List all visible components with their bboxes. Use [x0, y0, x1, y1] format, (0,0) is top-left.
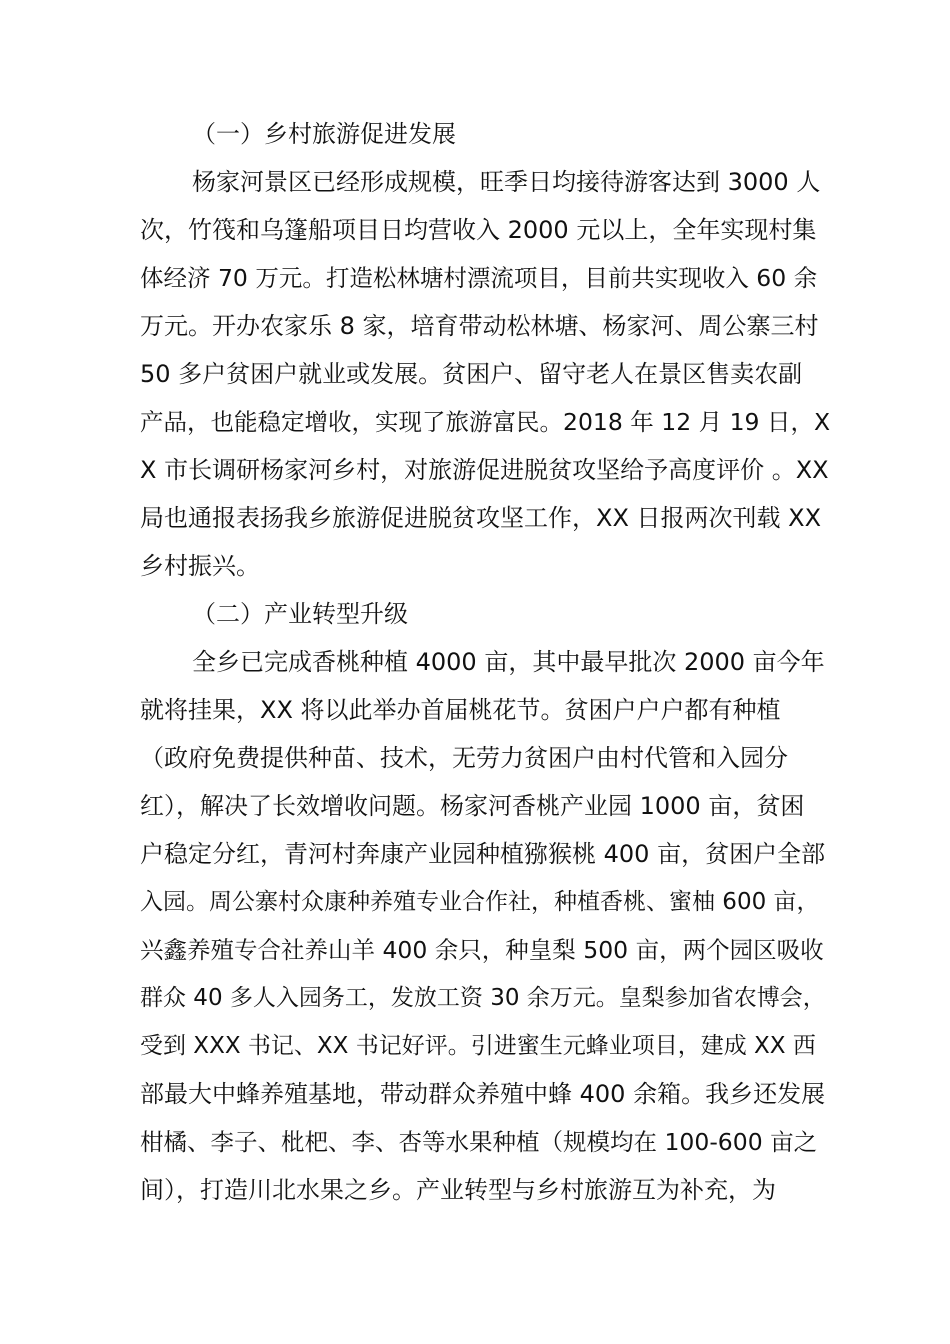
- paragraph-line: 受到 XXX 书记、XX 书记好评。引进蜜生元蜂业项目，建成 XX 西: [140, 1033, 816, 1059]
- paragraph-line: 次，竹筏和乌篷船项目日均营收入 2000 元以上，全年实现村集: [140, 216, 817, 244]
- paragraph-line: 万元。开办农家乐 8 家，培育带动松林塘、杨家河、周公寨三村: [140, 312, 819, 340]
- paragraph-line: （政府免费提供种苗、技术，无劳力贫困户由村代管和入园分: [140, 744, 788, 772]
- paragraph-line: X 市长调研杨家河乡村，对旅游促进脱贫攻坚给予高度评价 。XX: [140, 456, 829, 484]
- section-heading: （一）乡村旅游促进发展: [192, 120, 456, 148]
- paragraph-line: 就将挂果，XX 将以此举办首届桃花节。贫困户户户都有种植: [140, 696, 781, 724]
- paragraph-line: 入园。周公寨村众康种养殖专业合作社，种植香桃、蜜柚 600 亩，: [140, 889, 820, 915]
- paragraph-line: 杨家河景区已经形成规模，旺季日均接待游客达到 3000 人: [192, 168, 821, 196]
- paragraph-line: 兴鑫养殖专合社养山羊 400 余只，种皇梨 500 亩，两个园区吸收: [140, 936, 824, 964]
- paragraph-line: 红），解决了长效增收问题。杨家河香桃产业园 1000 亩，贫困: [140, 792, 805, 820]
- paragraph-line: 间），打造川北水果之乡。产业转型与乡村旅游互为补充，为: [140, 1176, 776, 1204]
- paragraph-line: 50 多户贫困户就业或发展。贫困户、留守老人在景区售卖农副: [140, 360, 803, 388]
- paragraph-line: 体经济 70 万元。打造松林塘村漂流项目，目前共实现收入 60 余: [140, 264, 818, 292]
- paragraph-line: 群众 40 多人入园务工，发放工资 30 余万元。皇梨参加省农博会，: [140, 985, 826, 1011]
- paragraph-line: 户稳定分红，青河村奔康产业园种植猕猴桃 400 亩，贫困户全部: [140, 840, 826, 868]
- section-heading: （二）产业转型升级: [192, 600, 408, 628]
- paragraph-line: 乡村振兴。: [140, 552, 260, 580]
- paragraph-line: 全乡已完成香桃种植 4000 亩，其中最早批次 2000 亩今年: [192, 648, 825, 676]
- paragraph-line: 柑橘、李子、枇杷、李、杏等水果种植（规模均在 100-600 亩之: [140, 1128, 818, 1156]
- paragraph-line: 产品，也能稳定增收，实现了旅游富民。2018 年 12 月 19 日，X: [140, 408, 831, 436]
- paragraph-line: 局也通报表扬我乡旅游促进脱贫攻坚工作，XX 日报两次刊载 XX: [140, 504, 822, 532]
- paragraph-line: 部最大中蜂养殖基地，带动群众养殖中蜂 400 余箱。我乡还发展: [140, 1080, 826, 1108]
